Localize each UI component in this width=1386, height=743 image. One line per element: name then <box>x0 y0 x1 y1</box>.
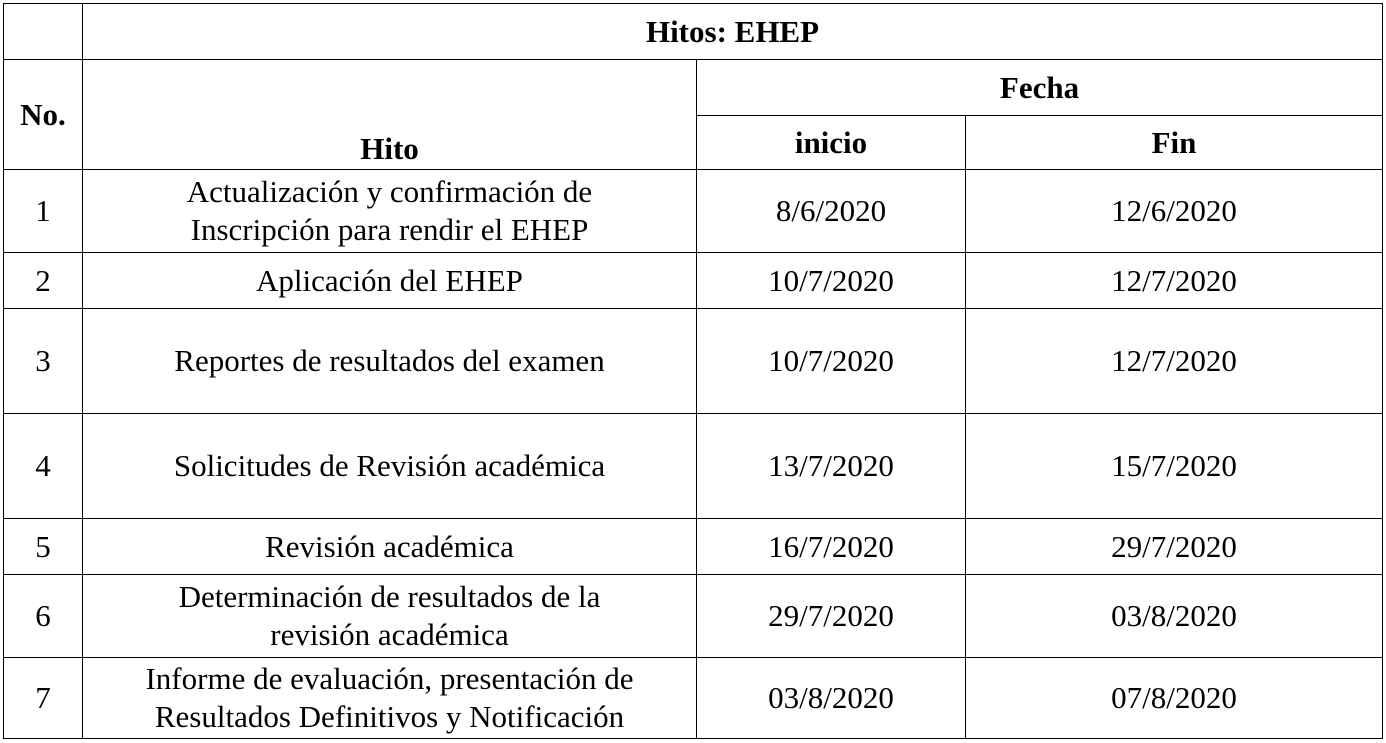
row-number: 6 <box>4 575 83 658</box>
row-number: 5 <box>4 519 83 575</box>
milestones-table <box>3 3 1383 739</box>
hito-cell: Aplicación del EHEP <box>83 253 697 309</box>
hito-line-2: Resultados Definitivos y Notificación <box>154 699 625 734</box>
table-row <box>4 575 1383 658</box>
row-number: 2 <box>4 253 83 309</box>
row-number: 7 <box>4 658 83 739</box>
end-date: 07/8/2020 <box>966 658 1383 739</box>
title-row <box>4 4 1383 60</box>
end-date: 12/7/2020 <box>966 253 1383 309</box>
header-fecha: Fecha <box>697 60 1383 116</box>
start-date: 10/7/2020 <box>697 309 966 414</box>
hito-cell: Reportes de resultados del examen <box>83 309 697 414</box>
hito-cell <box>83 658 697 739</box>
hito-line-1: Determinación de resultados de la <box>178 579 601 614</box>
hito-line-2: Inscripción para rendir el EHEP <box>190 212 589 247</box>
table-row <box>4 253 1383 309</box>
start-date: 8/6/2020 <box>697 170 966 253</box>
table-row <box>4 519 1383 575</box>
row-number: 3 <box>4 309 83 414</box>
header-inicio: inicio <box>697 116 966 170</box>
row-number: 1 <box>4 170 83 253</box>
corner-cell <box>4 4 83 60</box>
table-row <box>4 309 1383 414</box>
table-row <box>4 414 1383 519</box>
hito-cell: Revisión académica <box>83 519 697 575</box>
hito-cell <box>83 575 697 658</box>
header-row-1 <box>4 60 1383 116</box>
hito-line-1: Actualización y confirmación de <box>186 174 593 209</box>
hito-cell <box>83 170 697 253</box>
start-date: 16/7/2020 <box>697 519 966 575</box>
hito-line-1: Informe de evaluación, presentación de <box>145 661 634 696</box>
start-date: 03/8/2020 <box>697 658 966 739</box>
start-date: 10/7/2020 <box>697 253 966 309</box>
hito-line-2: revisión académica <box>270 617 509 652</box>
end-date: 12/7/2020 <box>966 309 1383 414</box>
table-row <box>4 658 1383 739</box>
end-date: 12/6/2020 <box>966 170 1383 253</box>
header-no: No. <box>4 60 83 170</box>
header-hito: Hito <box>83 60 697 170</box>
table-row <box>4 170 1383 253</box>
end-date: 15/7/2020 <box>966 414 1383 519</box>
end-date: 03/8/2020 <box>966 575 1383 658</box>
table-title: Hitos: EHEP <box>83 4 1383 60</box>
start-date: 13/7/2020 <box>697 414 966 519</box>
end-date: 29/7/2020 <box>966 519 1383 575</box>
row-number: 4 <box>4 414 83 519</box>
start-date: 29/7/2020 <box>697 575 966 658</box>
hito-cell: Solicitudes de Revisión académica <box>83 414 697 519</box>
header-fin: Fin <box>966 116 1383 170</box>
